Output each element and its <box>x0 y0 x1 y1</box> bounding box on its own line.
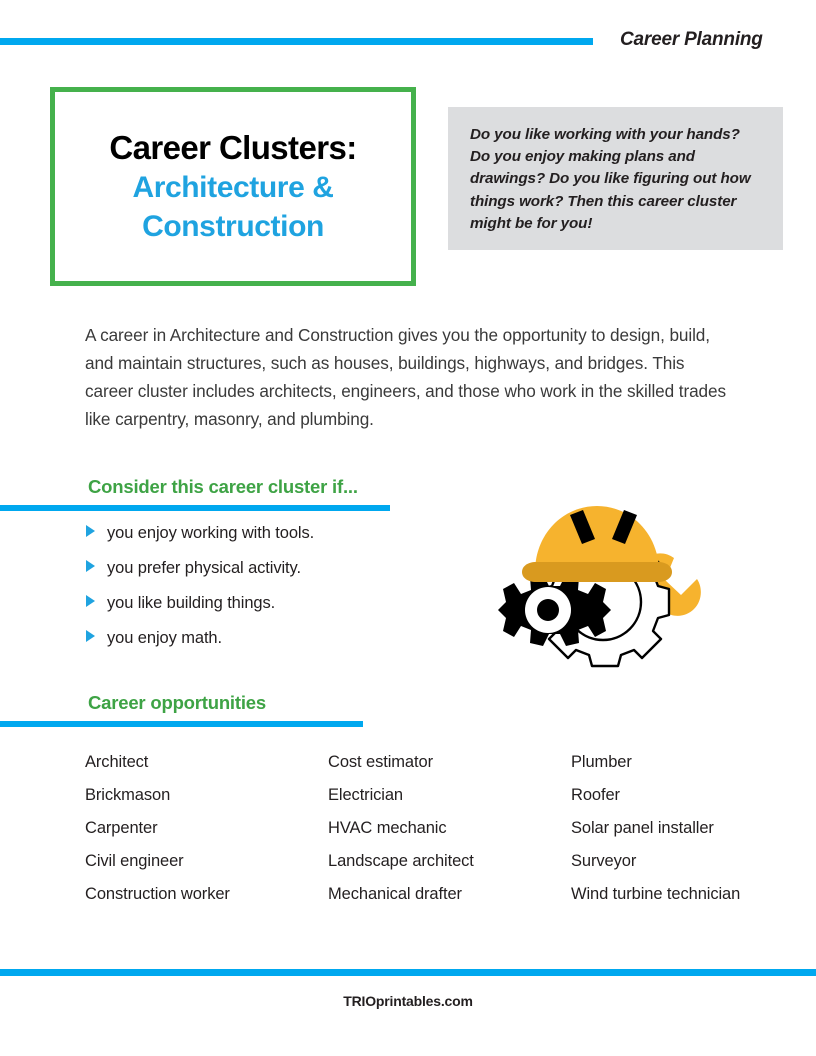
list-item <box>86 524 314 543</box>
careers-section-rule <box>0 721 363 727</box>
footer-accent-rule <box>0 969 816 976</box>
callout-box <box>448 107 783 250</box>
list-item <box>86 629 314 648</box>
list-item: Wind turbine technician <box>571 885 741 903</box>
careers-section <box>0 692 816 727</box>
list-item-label: you prefer physical activity. <box>107 559 301 577</box>
careers-section-heading: Career opportunities <box>88 692 266 713</box>
list-item: Roofer <box>571 786 620 804</box>
intro-paragraph: A career in Architecture and Construction gives you the opportunity to design, build, and maintain structures, such as houses, buildings, highways, and bridges. This career cluster includes architects, engineers, and those who work in the skilled trades like carpentry, masonry, and plumbing. <box>85 325 726 429</box>
list-item: HVAC mechanic <box>328 819 447 837</box>
hard-hat-icon <box>522 506 672 582</box>
footer-website: TRIOprintables.com <box>343 993 473 1009</box>
list-item: Landscape architect <box>328 852 474 870</box>
list-item: Civil engineer <box>85 852 184 870</box>
careers-column-1 <box>85 754 328 919</box>
careers-column-2 <box>328 754 571 919</box>
list-item: Electrician <box>328 786 404 804</box>
consider-section-rule <box>0 505 390 511</box>
list-item: Plumber <box>571 753 632 771</box>
list-item: Brickmason <box>85 786 171 804</box>
list-item-label: you enjoy working with tools. <box>107 524 315 542</box>
careers-column-3 <box>571 754 775 919</box>
list-item: Construction worker <box>85 885 230 903</box>
list-item-label: you like building things. <box>107 594 276 612</box>
list-item: Solar panel installer <box>571 819 714 837</box>
hardhat-gears-wrench-illustration <box>462 484 732 684</box>
triangle-right-icon <box>86 595 95 607</box>
list-item: Mechanical drafter <box>328 885 462 903</box>
header-title: Career Planning <box>620 29 763 50</box>
header-accent-rule <box>0 38 593 45</box>
careers-columns <box>85 754 775 919</box>
page-title-primary: Career Clusters: <box>109 128 357 166</box>
list-item: Carpenter <box>85 819 158 837</box>
list-item: Cost estimator <box>328 753 433 771</box>
triangle-right-icon <box>86 525 95 537</box>
triangle-right-icon <box>86 560 95 572</box>
list-item <box>86 559 314 578</box>
list-item <box>86 594 314 613</box>
list-item: Surveyor <box>571 852 637 870</box>
page-title-secondary: Architecture & Construction <box>132 171 334 243</box>
consider-bullet-list <box>86 524 314 664</box>
list-item: Architect <box>85 753 149 771</box>
list-item-label: you enjoy math. <box>107 629 222 647</box>
title-box <box>50 87 416 286</box>
consider-section-heading: Consider this career cluster if... <box>88 476 358 497</box>
callout-text: Do you like working with your hands? Do you enjoy making plans and drawings? Do you like figuring out how things work? Then this career cluster might be for you! <box>470 126 751 232</box>
triangle-right-icon <box>86 630 95 642</box>
